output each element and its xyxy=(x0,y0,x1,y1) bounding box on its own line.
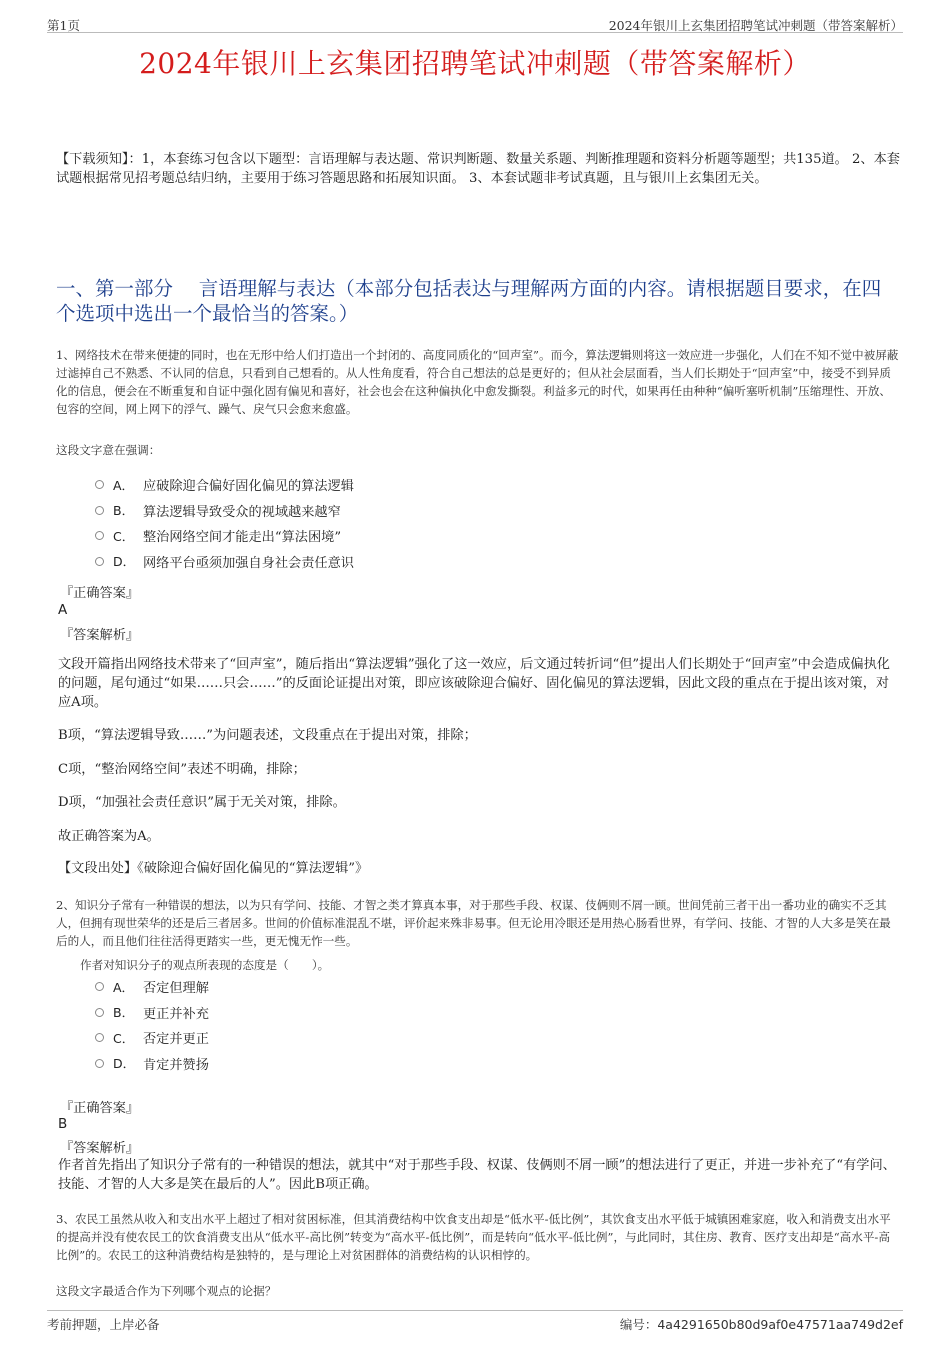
radio-icon[interactable] xyxy=(95,506,104,515)
q2-analysis-label: 『答案解析』 xyxy=(60,1141,140,1156)
footer-slogan: 考前押题，上岸必备 xyxy=(47,1317,160,1332)
q1-passage: 1、网络技术在带来便捷的同时，也在无形中给人们打造出一个封闭的、高度同质化的“回声室”。而今，算法逻辑则将这一效应进一步强化，人们在不知不觉中被屏蔽过滤掉自己不熟悉、不认同的信息，只看到自己想看的。从人性角度看，符合自己想法的总是更好的；但从社会层面看，当人们长期处于“回声室”中，接受不到异质化的信息，便会在不断重复和自证中强化固有偏见和喜好，社会也会在这种偏执化中愈发撕裂。利益多元的时代，如果再任由种种“偏听塞听机制”压缩理性、开放、包容的空间，网上网下的浮气、躁气、戾气只会愈来愈盛。 xyxy=(56,348,899,416)
q1-analysis-4: D项，“加强社会责任意识”属于无关对策，排除。 xyxy=(58,795,346,810)
q1-option-d[interactable]: D． 网络平台亟须加强自身社会责任意识 xyxy=(95,549,354,575)
q1-option-c[interactable]: C． 整治网络空间才能走出“算法困境” xyxy=(95,523,354,549)
q2-answer-label: 『正确答案』 xyxy=(60,1101,140,1116)
radio-icon[interactable] xyxy=(95,982,104,991)
q1-analysis-1: 文段开篇指出网络技术带来了“回声室”，随后指出“算法逻辑”强化了这一效应，后文通过转折词“但”提出人们长期处于“回声室”中会造成偏执化的问题，尾句通过“如果……只会……”的反面论证提出对策，即应该破除迎合偏好、固化偏见的算法逻辑，因此文段的重点在于提出该对策，对应A项。 xyxy=(58,657,890,710)
q1-answer: A xyxy=(58,602,68,618)
footer-code-block xyxy=(620,1315,903,1333)
q2-option-a[interactable]: A． 否定但理解 xyxy=(95,974,209,1000)
q2-option-c[interactable]: C． 否定并更正 xyxy=(95,1025,209,1051)
header-doc-title: 2024年银川上玄集团招聘笔试冲刺题（带答案解析） xyxy=(608,18,903,33)
q1-stem: 这段文字意在强调： xyxy=(56,443,161,457)
q1-answer-label: 『正确答案』 xyxy=(60,586,140,601)
radio-icon[interactable] xyxy=(95,1059,104,1068)
q1-option-a[interactable]: A． 应破除迎合偏好固化偏见的算法逻辑 xyxy=(95,472,354,498)
q1-option-b[interactable]: B． 算法逻辑导致受众的视域越来越窄 xyxy=(95,498,354,524)
footer-code: 4a4291650b80d9af0e47571aa749d2ef xyxy=(657,1317,903,1332)
q1-analysis-3: C项，“整治网络空间”表述不明确，排除； xyxy=(58,762,306,777)
q1-analysis-5: 故正确答案为A。 xyxy=(58,829,160,844)
page-number: 第1页 xyxy=(47,18,80,33)
q2-analysis: 作者首先指出了知识分子常有的一种错误的想法，就其中“对于那些手段、权谋、伎俩则不屑一顾”的想法进行了更正，并进一步补充了“有学问、技能、才智的人大多是笑在最后的人”。因此B项正确。 xyxy=(58,1158,896,1192)
page-header xyxy=(47,14,903,33)
footer-code-label: 编号： xyxy=(619,1317,658,1332)
q1-source: 【文段出处】《破除迎合偏好固化偏见的“算法逻辑”》 xyxy=(58,861,369,876)
radio-icon[interactable] xyxy=(95,1008,104,1017)
q3-stem: 这段文字最适合作为下列哪个观点的论据？ xyxy=(56,1284,277,1298)
q2-option-d[interactable]: D． 肯定并赞扬 xyxy=(95,1051,209,1077)
radio-icon[interactable] xyxy=(95,531,104,540)
q2-stem: 作者对知识分子的观点所表现的态度是（ ）。 xyxy=(80,958,330,972)
radio-icon[interactable] xyxy=(95,557,104,566)
q1-analysis-2: B项，“算法逻辑导致……”为问题表述，文段重点在于提出对策，排除； xyxy=(58,728,477,743)
radio-icon[interactable] xyxy=(95,1033,104,1042)
q2-answer: B xyxy=(58,1116,68,1132)
radio-icon[interactable] xyxy=(95,480,104,489)
download-notice: 【下载须知】：1，本套练习包含以下题型：言语理解与表达题、常识判断题、数量关系题、判断推理题和资料分析题等题型；共135道。 2、本套试题根据常见招考题总结归纳，主要用于练习答题思路和拓展知识面。 3、本套试题非考试真题，且与银川上玄集团无关。 xyxy=(56,152,900,186)
page-footer xyxy=(47,1310,903,1333)
q2-options xyxy=(95,974,209,1076)
q3-passage: 3、农民工虽然从收入和支出水平上超过了相对贫困标准，但其消费结构中饮食支出却是“低水平-低比例”，其饮食支出水平低于城镇困难家庭，收入和消费支出水平的提高并没有使农民工的饮食消费支出从“低水平-高比例”转变为“高水平-低比例”，而是转向“低水平-低比例”，与此同时，其住房、教育、医疗支出却是“高水平-高比例”的。农民工的这种消费结构是独特的，是与理论上对贫困群体的消费结构的认识相悖的。 xyxy=(56,1212,891,1262)
q1-options xyxy=(95,472,354,574)
section-heading: 一、第一部分 言语理解与表达（本部分包括表达与理解两方面的内容。请根据题目要求，在四个选项中选出一个最恰当的答案。） xyxy=(56,277,882,325)
q2-option-b[interactable]: B． 更正并补充 xyxy=(95,1000,209,1026)
document-title: 2024年银川上玄集团招聘笔试冲刺题（带答案解析） xyxy=(139,47,811,80)
q2-passage: 2、知识分子常有一种错误的想法，以为只有学问、技能、才智之类才算真本事，对于那些手段、权谋、伎俩则不屑一顾。世间凭前三者干出一番功业的确实不乏其人，但拥有现世荣华的还是后三者居多。世间的价值标准混乱不堪，评价起来殊非易事。但无论用冷眼还是用热心肠看世界，有学问、技能、才智的人大多是笑在最后的人，而且他们往往活得更踏实一些，更无愧无怍一些。 xyxy=(56,898,891,948)
q1-analysis-label: 『答案解析』 xyxy=(60,628,140,643)
